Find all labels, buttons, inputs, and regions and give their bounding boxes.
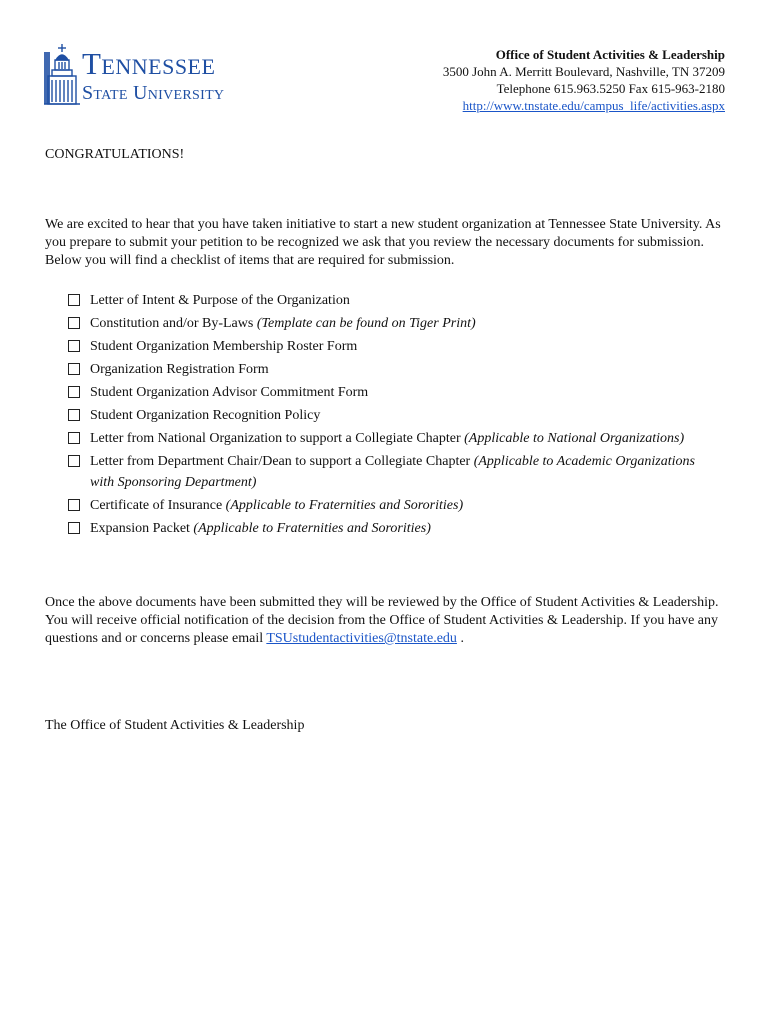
checkbox[interactable] — [68, 499, 80, 511]
submission-checklist — [68, 291, 708, 542]
office-website-link[interactable]: http://www.tnstate.edu/campus_life/activities.aspx — [462, 98, 725, 113]
checklist-label: Letter from National Organization to support a Collegiate Chapter — [90, 431, 465, 446]
office-name: Office of Student Activities & Leadership — [495, 47, 725, 62]
checkbox[interactable] — [68, 340, 80, 352]
logo-line1 — [82, 48, 215, 79]
office-address: 3500 John A. Merritt Boulevard, Nashville, TN 37209 — [442, 64, 725, 79]
checklist-label: Certificate of Insurance — [90, 497, 226, 513]
intro-paragraph: We are excited to hear that you have taken initiative to start a new student organization at Tennessee State University. As you prepare to submit your petition to be recognized we ask that you review the necessary documents for submission. Below you will find a checklist of items that are required for submission. — [45, 217, 721, 268]
closing-end: . — [456, 631, 464, 646]
checkbox[interactable] — [68, 363, 80, 375]
checklist-label: Organization Registration Form — [90, 362, 269, 377]
office-phone-fax: Telephone 615.963.5250 Fax 615-963-2180 — [496, 81, 725, 96]
checklist-label: Constitution and/or By-Laws — [90, 316, 257, 331]
checklist-item — [68, 337, 708, 358]
checklist-item — [68, 360, 708, 381]
checklist-note: (Template can be found on Tiger Print) — [256, 316, 476, 331]
checklist-label: Letter from Department Chair/Dean to support a Collegiate Chapter — [90, 454, 474, 469]
checklist-item — [68, 406, 708, 427]
checkbox[interactable] — [68, 386, 80, 398]
tsu-logo — [44, 44, 264, 108]
checklist-note: (Applicable to National Organizations) — [464, 431, 685, 446]
checkbox[interactable] — [68, 317, 80, 329]
tower-icon — [44, 44, 80, 106]
logo-line1-text: Tennessee — [82, 46, 216, 81]
closing-paragraph — [45, 594, 725, 648]
logo-line2 — [82, 83, 224, 103]
greeting: CONGRATULATIONS! — [45, 147, 185, 162]
logo-line2-text: State University — [82, 82, 225, 104]
checklist-item — [68, 452, 708, 493]
email-link[interactable]: TSUstudentactivities@tnstate.edu — [266, 631, 457, 646]
checkbox[interactable] — [68, 432, 80, 444]
checklist-note: (Applicable to Fraternities and Sororities) — [193, 520, 431, 536]
checklist-item — [68, 291, 708, 312]
checklist-label: Student Organization Membership Roster Form — [90, 339, 358, 354]
checklist-item — [68, 383, 708, 404]
checkbox[interactable] — [68, 294, 80, 306]
checklist-item — [68, 429, 708, 450]
checkbox[interactable] — [68, 409, 80, 421]
signature: The Office of Student Activities & Leadership — [45, 718, 305, 733]
checkbox[interactable] — [68, 522, 80, 534]
checklist-label: Letter of Intent & Purpose of the Organization — [90, 293, 350, 308]
checklist-item — [68, 496, 708, 517]
checklist-label: Student Organization Recognition Policy — [90, 408, 321, 423]
checklist-note: (Applicable to Fraternities and Sororities) — [225, 497, 464, 513]
closing-text: Once the above documents have been submitted they will be reviewed by the Office of Student Activities & Leadership. You will receive official notification of the decision from the Office of Student Activities & Leadership. If you have any questions and or concerns please email — [45, 595, 719, 646]
checkbox[interactable] — [68, 455, 80, 467]
contact-block — [443, 46, 725, 114]
checklist-item — [68, 314, 708, 335]
checklist-note: (Applicable to Academic Organizations with Sponsoring Department) — [90, 454, 695, 490]
checklist-label: Expansion Packet — [90, 520, 194, 536]
checklist-item — [68, 519, 708, 540]
checklist-label: Student Organization Advisor Commitment Form — [90, 385, 369, 400]
